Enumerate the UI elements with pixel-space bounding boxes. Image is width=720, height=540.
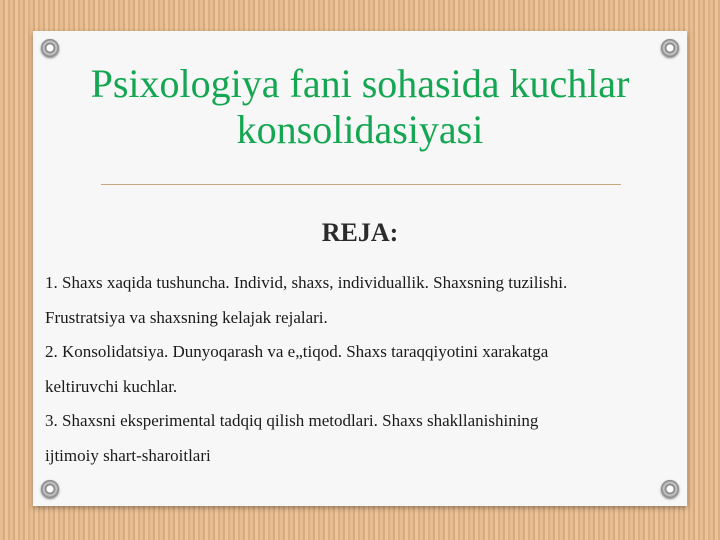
pushpin-icon — [41, 39, 59, 57]
slide-card — [33, 31, 687, 506]
pushpin-icon — [661, 39, 679, 57]
pushpin-icon — [41, 480, 59, 498]
pushpin-icon — [661, 480, 679, 498]
plan-line: Frustratsiya va shaxsning kelajak rejalari. — [45, 307, 328, 327]
plan-line: 3. Shaxsni eksperimental tadqiq qilish metodlari. Shaxs shakllanishining — [45, 411, 539, 430]
plan-line: 1. Shaxs xaqida tushuncha. Individ, shaxs, individuallik. Shaxsning tuzilishi. — [45, 273, 568, 292]
plan-heading: REJA: — [321, 218, 399, 247]
title-divider — [101, 184, 621, 185]
plan-line: 2. Konsolidatsiya. Dunyoqarash va e„tiqod. Shaxs taraqqiyotini xarakatga — [45, 342, 549, 361]
slide-title: Psixologiya fani sohasida kuchlar konsolidasiyasi — [90, 61, 630, 152]
plan-line: keltiruvchi kuchlar. — [45, 376, 178, 396]
plan-line: ijtimoiy shart-sharoitlari — [45, 445, 211, 465]
plan-list — [45, 266, 647, 473]
